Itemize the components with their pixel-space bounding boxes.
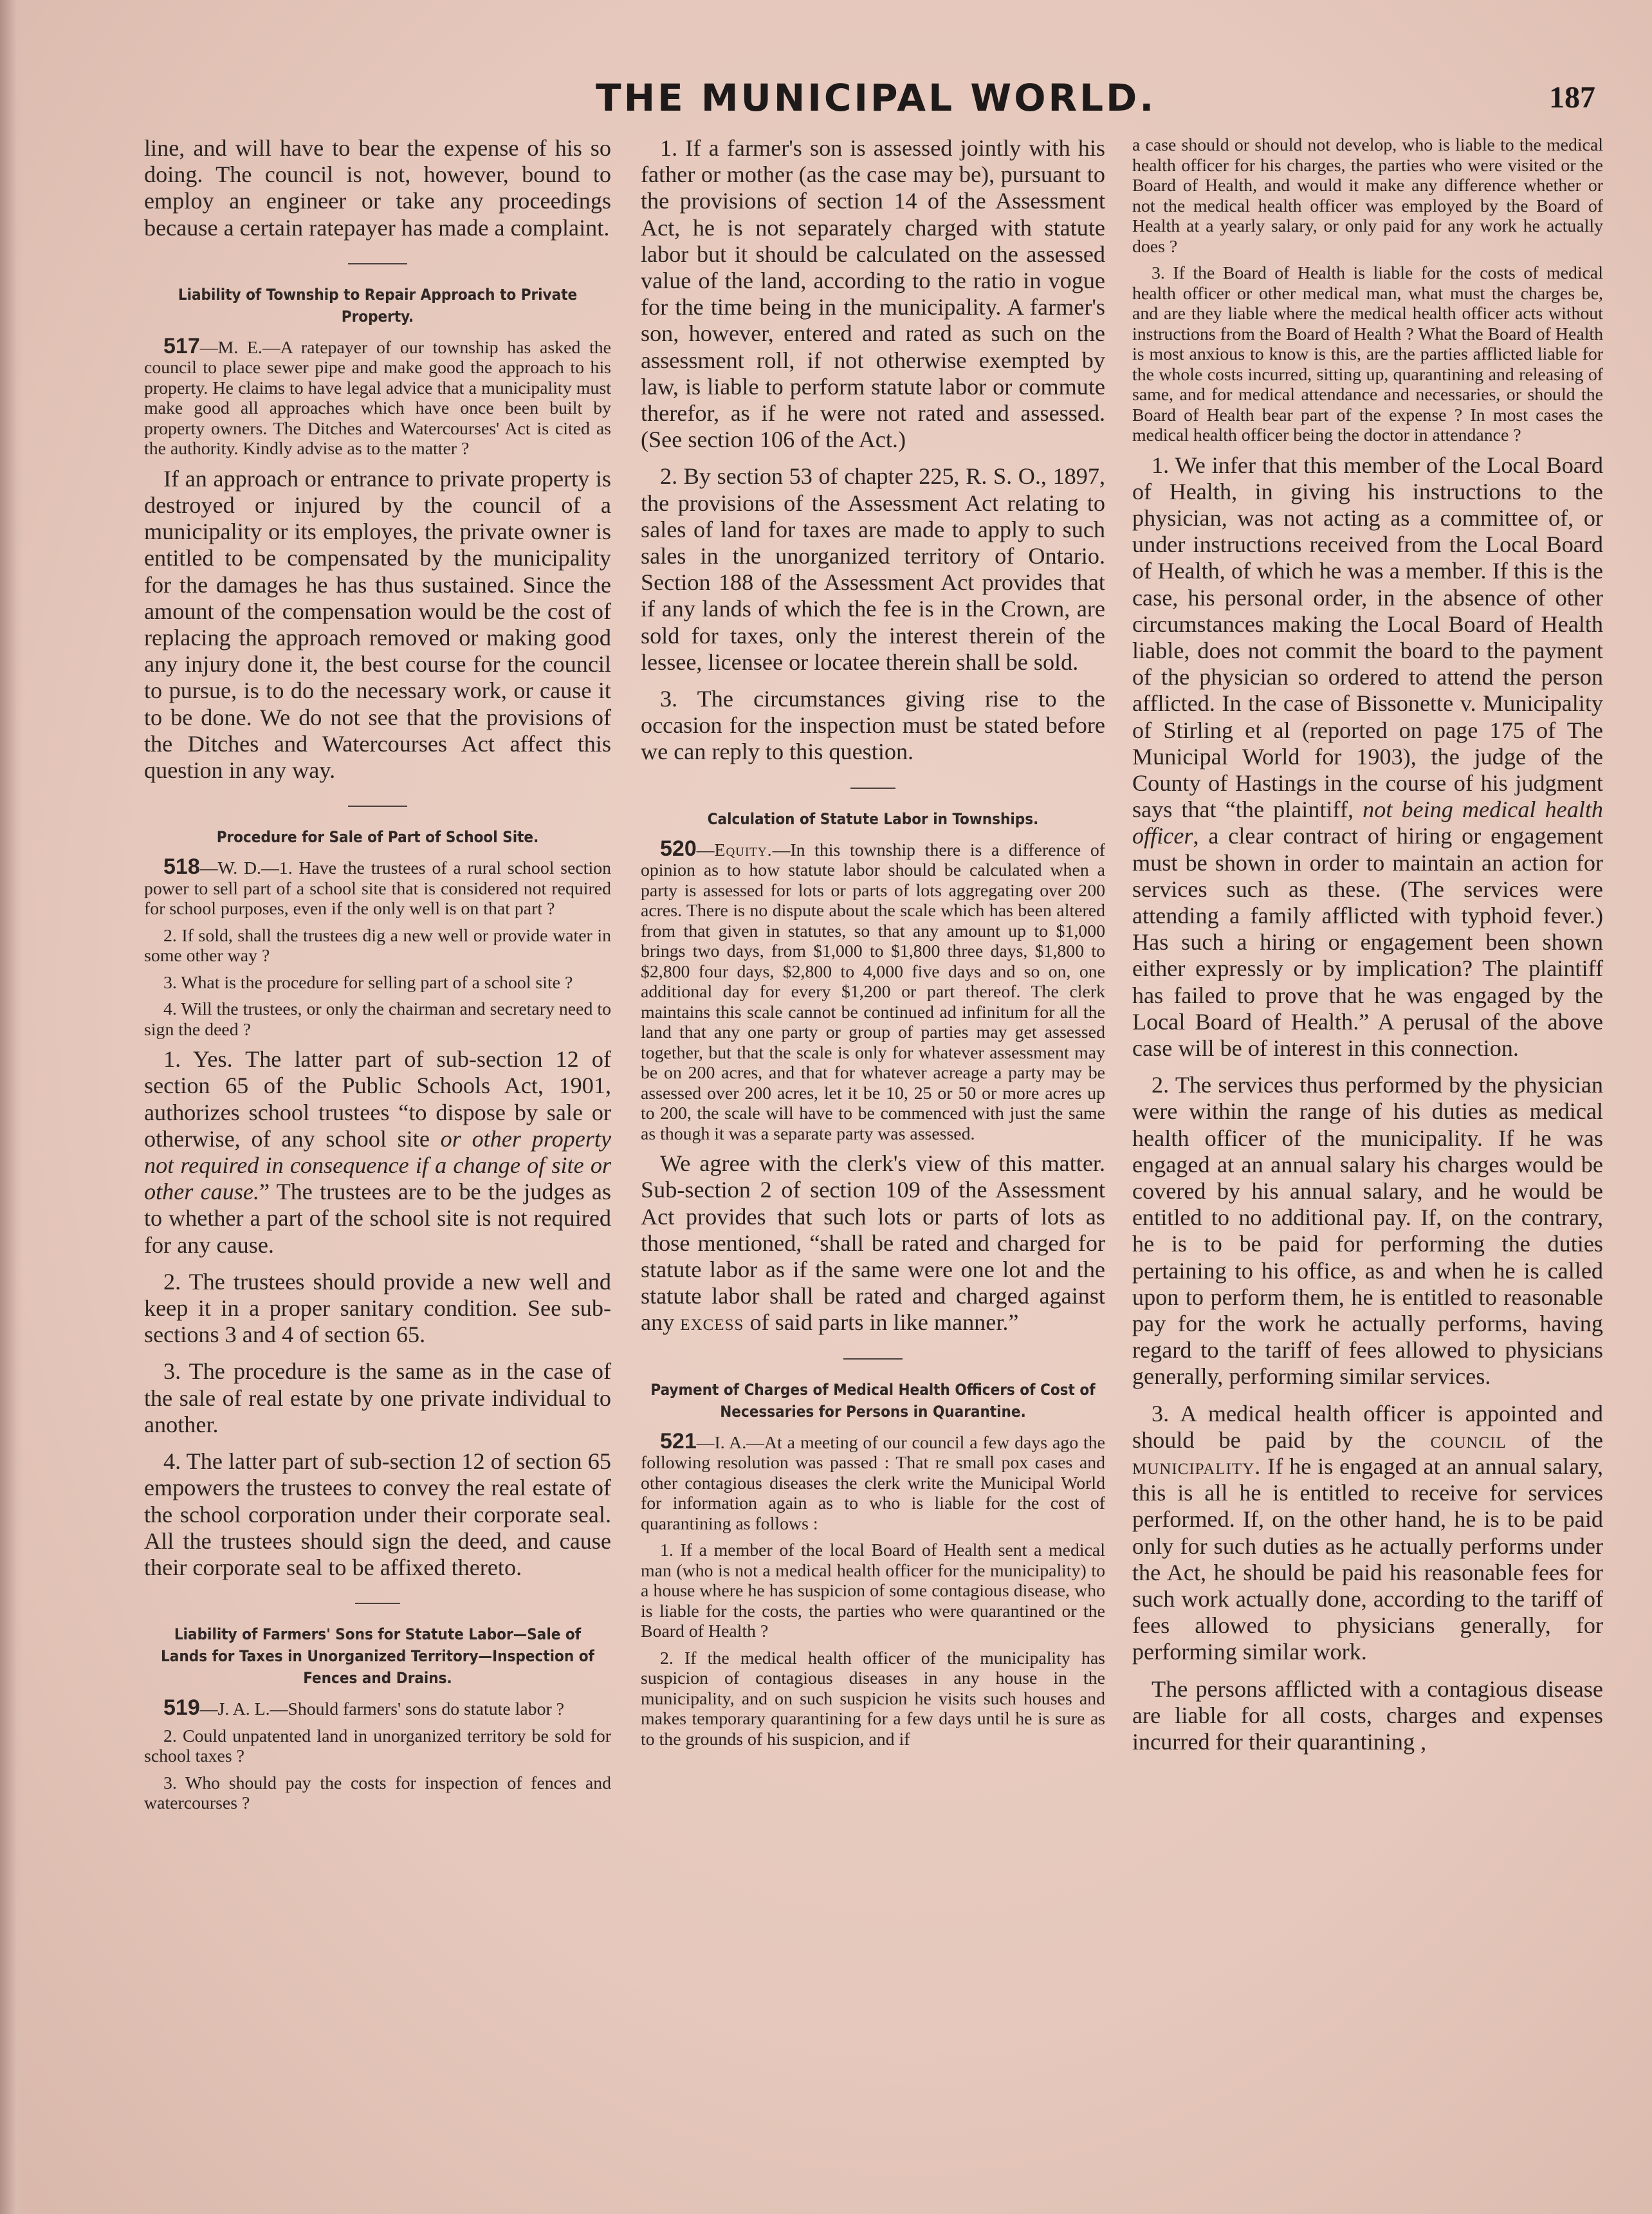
column-2 xyxy=(641,135,1105,1756)
answer-521-text-end: , a clear contract of hiring or engagement must be shown in order to maintain an action for services such as these. (The services were attending a family afflicted with typhoid fever.) Has such a hiring or engagement been shown either expressly or by implication? The plaintiff has failed to prove that he was engaged by the Local Board of Health.” A perusal of the above case will be of interest in this connection. xyxy=(1132,823,1603,1061)
municipality-smallcaps: municipality. xyxy=(1132,1453,1262,1480)
answer-518-text-end: ” The trustees are to be the judges as to whether a part of the school site is not required for any cause. xyxy=(144,1179,611,1258)
section-divider xyxy=(355,1603,400,1604)
question-519-heading: Liability of Farmers' Sons for Statute Labor—Sale of Lands for Taxes in Unorganized Territory—Inspection of Fences and Drains. xyxy=(161,1625,594,1688)
answer-521-part-3-end: If he is engaged at an annual salary, this is all he is entitled to receive for services performed. If, on the other hand, he is to be paid only for such duties as he actually performs under the Act, he should be paid his reasonable fees for such work actually done, according to the tariff of fees allowed to physicians generally, for performing similar work. xyxy=(1132,1453,1603,1665)
section-divider xyxy=(348,806,407,807)
answer-521-part-3 xyxy=(1132,1401,1603,1666)
answer-518-quote-italic: or other property not required in consequence if a change of site or other cause. xyxy=(144,1125,612,1205)
answer-521-part-3-mid: of the xyxy=(1506,1426,1603,1453)
question-517-number: 517 xyxy=(163,333,200,358)
question-520-sender: Equity. xyxy=(714,840,773,860)
section-divider xyxy=(843,1358,903,1360)
answer-519-part-3: 3. The circumstances giving rise to the occasion for the inspection must be stated before we can reply to this question. xyxy=(641,686,1105,765)
answer-521-text: 1. We infer that this member of the Local Board of Health, in giving his instructions to the physician, was not acting as a committee of, or under instructions received from the Local Board of Health, of which he was a member. If this is the case, his personal order, in the absence of other circumstances making the Local Board of Health liable, does not commit the board to the payment of the physician so ordered to attend the person afflicted. In the case of Bissonette v. Municipality of Stirling et al (reported on page 175 of The Municipal World for 1903), the judge of the County of Hastings in the course of his judgment says that “the plaintiff, xyxy=(1132,452,1603,823)
question-521-part-1: 1. If a member of the local Board of Health sent a medical man (who is not a medical health officer for the municipality) to a house where he has suspicion of some contagious disease, who is liable for the costs, the parties who were quarantined or the Board of Health ? xyxy=(641,1540,1105,1642)
answer-518-text: 1. Yes. The latter part of sub-section 12 of section 65 of the Public Schools Act, 1901, authorizes school trustees “to dispose by sale or otherwise, of any school site xyxy=(144,1046,611,1152)
answer-521-quote-italic: not being medical health officer xyxy=(1132,797,1603,849)
section-divider xyxy=(348,263,407,264)
question-517-text: —M. E.—A ratepayer of our township has asked the council to place sewer pipe and make good the approach to his property. He claims to have legal advice that a municipality must make good all approaches which have once been built by property owners. The Ditches and Watercourses' Act is cited as the authority. Kindly advise as to the matter ? xyxy=(144,337,611,459)
question-518-number: 518 xyxy=(163,854,200,880)
question-517-heading: Liability of Township to Repair Approach to Private Property. xyxy=(178,285,578,326)
question-521-part-3: 3. If the Board of Health is liable for the costs of medical health officer or other medical man, what must the charges be, and are they liable where the medical health officer acts without instructions from the Board of Health ? What the Board of Health is most anxious to know is this, are the parties afflicted liable for the whole costs incurred, sitting up, quarantining and releasing of same, and for medical attendance and necessaries, or should the Board of Health bear part of the expense ? In most cases the medical health officer being the doctor in attendance ? xyxy=(1132,263,1603,445)
answer-521-part-1 xyxy=(1132,452,1603,1062)
question-518-part-1 xyxy=(144,854,611,919)
publication-title: THE MUNICIPAL WORLD. xyxy=(596,76,1157,120)
answer-520-text: We agree with the clerk's view of this matter. Sub-section 2 of section 109 of the Assessment Act provides that such lots or parts of lots as those mentioned, “shall be rated and charged for statute labor as if the same were one lot and the statute labor shall be rated and charged against any xyxy=(641,1150,1105,1336)
column-1 xyxy=(144,135,611,1820)
continued-paragraph: line, and will have to bear the expense of his so doing. The council is not, however, bound to employ an engineer or take any proceedings because a certain ratepayer has made a complaint. xyxy=(144,135,611,241)
question-519-part-3: 3. Who should pay the costs for inspection of fences and watercourses ? xyxy=(144,1773,611,1814)
question-521-part-2: 2. If the medical health officer of the municipality has suspicion of contagious diseases in any house in the municipality, and on such suspicion he visits such houses and makes temporary quarantining for a few days until he is sure as to the grounds of his suspicion, and if xyxy=(641,1648,1105,1749)
answer-518-part-2: 2. The trustees should provide a new well and keep it in a proper sanitary condition. See sub-sections 3 and 4 of section 65. xyxy=(144,1268,611,1348)
answer-519-part-1: 1. If a farmer's son is assessed jointly with his father or mother (as the case may be), pursuant to the provisions of section 14 of the Assessment Act, he is not separately charged with statute labor but it should be calculated on the assessed value of the land, according to the ratio in vogue for the time being in the municipality. A farmer's son, however, entered and rated as such on the assessment roll, if not otherwise exempted by law, is liable to perform statute labor or commute therefor, as if he were not rated and assessed. (See section 106 of the Act.) xyxy=(641,135,1105,453)
question-521-part-2-continued: a case should or should not develop, who is liable to the medical health officer for his charges, the parties who were visited or the Board of Health, and would it make any difference whether or not the medical health officer was employed by the Board of Health at a yearly salary, or only paid for any work he actually does ? xyxy=(1132,135,1603,257)
answer-521-part-2: 2. The services thus performed by the physician were within the range of his duties as medical health officer of the municipality. If he was engaged at an annual salary his charges would be covered by his annual salary, and he would be entitled to no additional pay. If, on the contrary, he is to be paid for performing the duties pertaining to his office, as and when he is called upon to perform them, he is entitled to reasonable pay for the work he actually performs, having regard to the tariff of fees allowed to physicians generally, performing similar services. xyxy=(1132,1072,1603,1390)
answer-519-part-2: 2. By section 53 of chapter 225, R. S. O., 1897, the provisions of the Assessment Act relating to sales of land for taxes are made to apply to such sales in the unorganized territory of Ontario. Section 188 of the Assessment Act provides that if any lands of which the fee is in the Crown, are sold for taxes, only the interest therein of the lessee, licensee or locatee therein shall be sold. xyxy=(641,463,1105,675)
answer-520 xyxy=(641,1150,1105,1336)
council-smallcaps: council xyxy=(1430,1426,1507,1453)
question-519-part-1 xyxy=(144,1695,611,1720)
section-divider xyxy=(850,788,895,789)
answer-520-smallcaps: excess xyxy=(680,1309,744,1336)
question-517 xyxy=(144,333,611,459)
question-520-heading: Calculation of Statute Labor in Townships. xyxy=(707,809,1039,828)
answer-520-text-end: of said parts in like manner.” xyxy=(744,1309,1019,1336)
question-519-part-2: 2. Could unpatented land in unorganized territory be sold for school taxes ? xyxy=(144,1726,611,1767)
question-520-number: 520 xyxy=(660,836,697,861)
question-519-text: —J. A. L.—Should farmers' sons do statute labor ? xyxy=(199,1699,565,1720)
page-number: 187 xyxy=(1549,80,1595,115)
question-520: 520—Equity.—In this township there is a difference of opinion as to how statute labor should be calculated when a party is assessed for lots or parts of lots aggregating over 200 acres. There is no dispute about the scale which has been altered from that given in statutes, so that any amount up to $1,000 brings two days, from $1,000 to $1,800 three days, $1,800 to $2,800 four days, $2,800 to 4,000 five days and so on, one additional day for every $1,200 or part thereof. The clerk maintains this scale cannot be continued ad infinitum for all the land that any one party or group of parties may get assessed together, but that the scale is only for whatever assessment may be on 200 acres, and that for whatever acreage a party may be assessed over 200 acres, let it be 10, 25 or 50 or more acres up to 200, the scale will have to be commenced with just the same as though it was a separate party was assessed. xyxy=(641,836,1105,1144)
answer-517: If an approach or entrance to private property is destroyed or injured by the council of a municipality or its employes, the private owner is entitled to be compensated by the municipality for the damages he has thus sustained. Since the amount of the compensation would be the cost of replacing the approach removed or making good any injury done it, the best course for the council to pursue, is to do the necessary work, or cause it to be done. We do not see that the provisions of the Ditches and Watercourses Act affect this question in any way. xyxy=(144,465,611,784)
answer-521-continued: The persons afflicted with a contagious disease are liable for all costs, charges and expenses incurred for their quarantining , xyxy=(1132,1675,1603,1755)
column-3 xyxy=(1132,135,1603,1766)
answer-518-part-3: 3. The procedure is the same as in the case of the sale of real estate by one private individual to another. xyxy=(144,1358,611,1437)
answer-518-part-4: 4. The latter part of sub-section 12 of section 65 empowers the trustees to convey the real estate of the school corporation under their corporate seal. All the trustees should sign the deed, and cause their corporate seal to be affixed thereto. xyxy=(144,1448,611,1580)
binding-shadow xyxy=(0,0,23,2214)
question-518-text: —W. D.—1. Have the trustees of a rural school section power to sell part of a school site that is considered not required for school purposes, even if the only well is on that part ? xyxy=(144,858,611,919)
question-518-part-4: 4. Will the trustees, or only the chairman and secretary need to sign the deed ? xyxy=(144,999,611,1040)
question-518-heading: Procedure for Sale of Part of School Site. xyxy=(216,828,539,847)
question-521-number: 521 xyxy=(660,1428,697,1453)
question-521-text: —I. A.—At a meeting of our council a few days ago the following resolution was passed : That re small pox cases and other contagious diseases the clerk write the Municipal World for information again as to who is liable for the cost of quarantining as follows : xyxy=(641,1432,1105,1534)
question-518-part-3: 3. What is the procedure for selling part of a school site ? xyxy=(163,972,573,993)
answer-518-part-1 xyxy=(144,1046,611,1259)
masthead xyxy=(0,76,1652,127)
question-521-heading: Payment of Charges of Medical Health Officers of Cost of Necessaries for Persons in Quarantine. xyxy=(650,1380,1096,1421)
question-520-text: —In this township there is a difference of opinion as to how statute labor should be calculated when a party is assessed for lots or parts of lots aggregating over 200 acres. There is no dispute about the scale which has been altered from that given in statutes, so that any amount up to $1,000 brings two days, from $1,000 to $1,800 three days, $1,800 to $2,800 four days, $2,800 to 4,000 five days and so on, one additional day for every $1,200 or part thereof. The clerk maintains this scale cannot be continued ad infinitum for all the land that any one party or group of parties may get assessed together, but that the scale is only for whatever assessment may be on 200 acres, and that for whatever acreage a party may be assessed over 200 acres, let it be 10, 25 or 50 or more acres up to 200, the scale will have to be commenced with just the same as though it was a separate party was assessed. xyxy=(641,840,1105,1144)
question-518-part-2: 2. If sold, shall the trustees dig a new well or provide water in some other way ? xyxy=(144,925,611,966)
question-519-number: 519 xyxy=(163,1695,200,1720)
question-521-intro xyxy=(641,1428,1105,1535)
answer-521-part-3-text: 3. A medical health officer is appointed and should be paid by the xyxy=(1132,1400,1603,1453)
